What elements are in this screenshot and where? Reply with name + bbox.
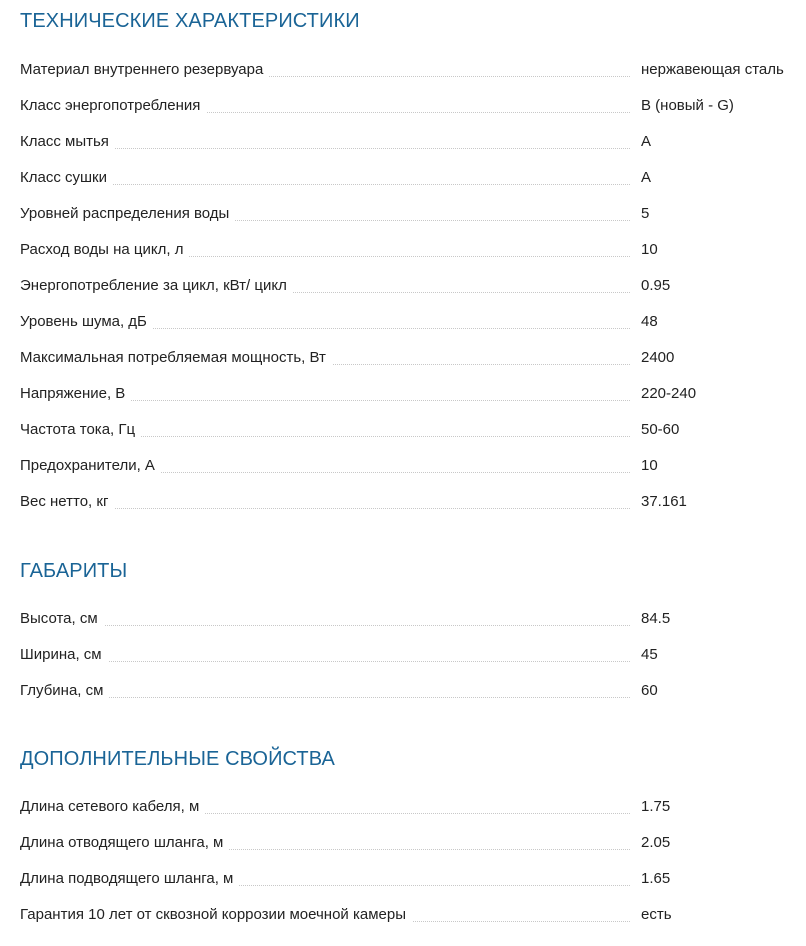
spec-value: 50-60 — [641, 421, 680, 438]
dotted-leader — [20, 697, 630, 698]
spec-label: Уровней распределения воды — [20, 205, 235, 223]
spec-row — [20, 602, 806, 638]
spec-value: 2400 — [641, 349, 675, 366]
spec-value: 220-240 — [641, 385, 697, 402]
spec-label: Материал внутреннего резервуара — [20, 61, 269, 79]
dotted-leader — [20, 625, 630, 626]
spec-row — [20, 898, 806, 934]
dotted-leader — [20, 661, 630, 662]
spec-label: Максимальная потребляемая мощность, Вт — [20, 349, 332, 367]
spec-row — [20, 826, 806, 862]
spec-label: Класс энергопотребления — [20, 97, 206, 115]
spec-row — [20, 485, 806, 521]
section-title-additional: ДОПОЛНИТЕЛЬНЫЕ СВОЙСТВА — [20, 748, 335, 770]
section-title-technical: ТЕХНИЧЕСКИЕ ХАРАКТЕРИСТИКИ — [20, 10, 360, 32]
spec-row — [20, 89, 806, 125]
spec-row — [20, 305, 806, 341]
spec-row — [20, 377, 806, 413]
spec-value: 2.05 — [641, 834, 671, 851]
spec-row — [20, 233, 806, 269]
spec-row — [20, 53, 806, 89]
spec-label: Длина подводящего шланга, м — [20, 870, 239, 888]
spec-label: Энергопотребление за цикл, кВт/ цикл — [20, 277, 293, 295]
spec-value: 48 — [641, 313, 658, 330]
spec-label: Ширина, см — [20, 646, 108, 664]
spec-value: A — [641, 133, 652, 150]
spec-label: Высота, см — [20, 610, 104, 628]
spec-value: нержавеющая сталь — [641, 61, 784, 78]
spec-label: Глубина, см — [20, 682, 109, 700]
spec-label: Уровень шума, дБ — [20, 313, 153, 331]
spec-value: есть — [641, 906, 672, 923]
spec-row — [20, 341, 806, 377]
spec-row — [20, 269, 806, 305]
spec-value: 84.5 — [641, 610, 671, 627]
spec-label: Класс сушки — [20, 169, 113, 187]
spec-row — [20, 161, 806, 197]
spec-label: Вес нетто, кг — [20, 493, 114, 511]
spec-label: Расход воды на цикл, л — [20, 241, 189, 259]
spec-row — [20, 862, 806, 898]
spec-row — [20, 197, 806, 233]
spec-value: A — [641, 169, 652, 186]
spec-label: Класс мытья — [20, 133, 115, 151]
spec-value: 45 — [641, 646, 658, 663]
spec-value: 1.65 — [641, 870, 671, 887]
spec-label: Гарантия 10 лет от сквозной коррозии моечной камеры — [20, 906, 412, 924]
spec-label: Длина сетевого кабеля, м — [20, 798, 205, 816]
spec-row — [20, 638, 806, 674]
spec-label: Частота тока, Гц — [20, 421, 141, 439]
spec-value: 5 — [641, 205, 650, 222]
spec-value: 1.75 — [641, 798, 671, 815]
spec-value: 37.161 — [641, 493, 687, 510]
spec-label: Напряжение, В — [20, 385, 131, 403]
spec-row — [20, 413, 806, 449]
section-title-dimensions: ГАБАРИТЫ — [20, 560, 128, 582]
spec-label: Предохранители, А — [20, 457, 161, 475]
spec-row — [20, 790, 806, 826]
spec-value: 60 — [641, 682, 658, 699]
spec-value: 0.95 — [641, 277, 671, 294]
spec-value: 10 — [641, 241, 658, 258]
spec-label: Длина отводящего шланга, м — [20, 834, 229, 852]
spec-value: B (новый - G) — [641, 97, 734, 114]
spec-row — [20, 674, 806, 710]
spec-row — [20, 125, 806, 161]
spec-row — [20, 449, 806, 485]
spec-value: 10 — [641, 457, 658, 474]
